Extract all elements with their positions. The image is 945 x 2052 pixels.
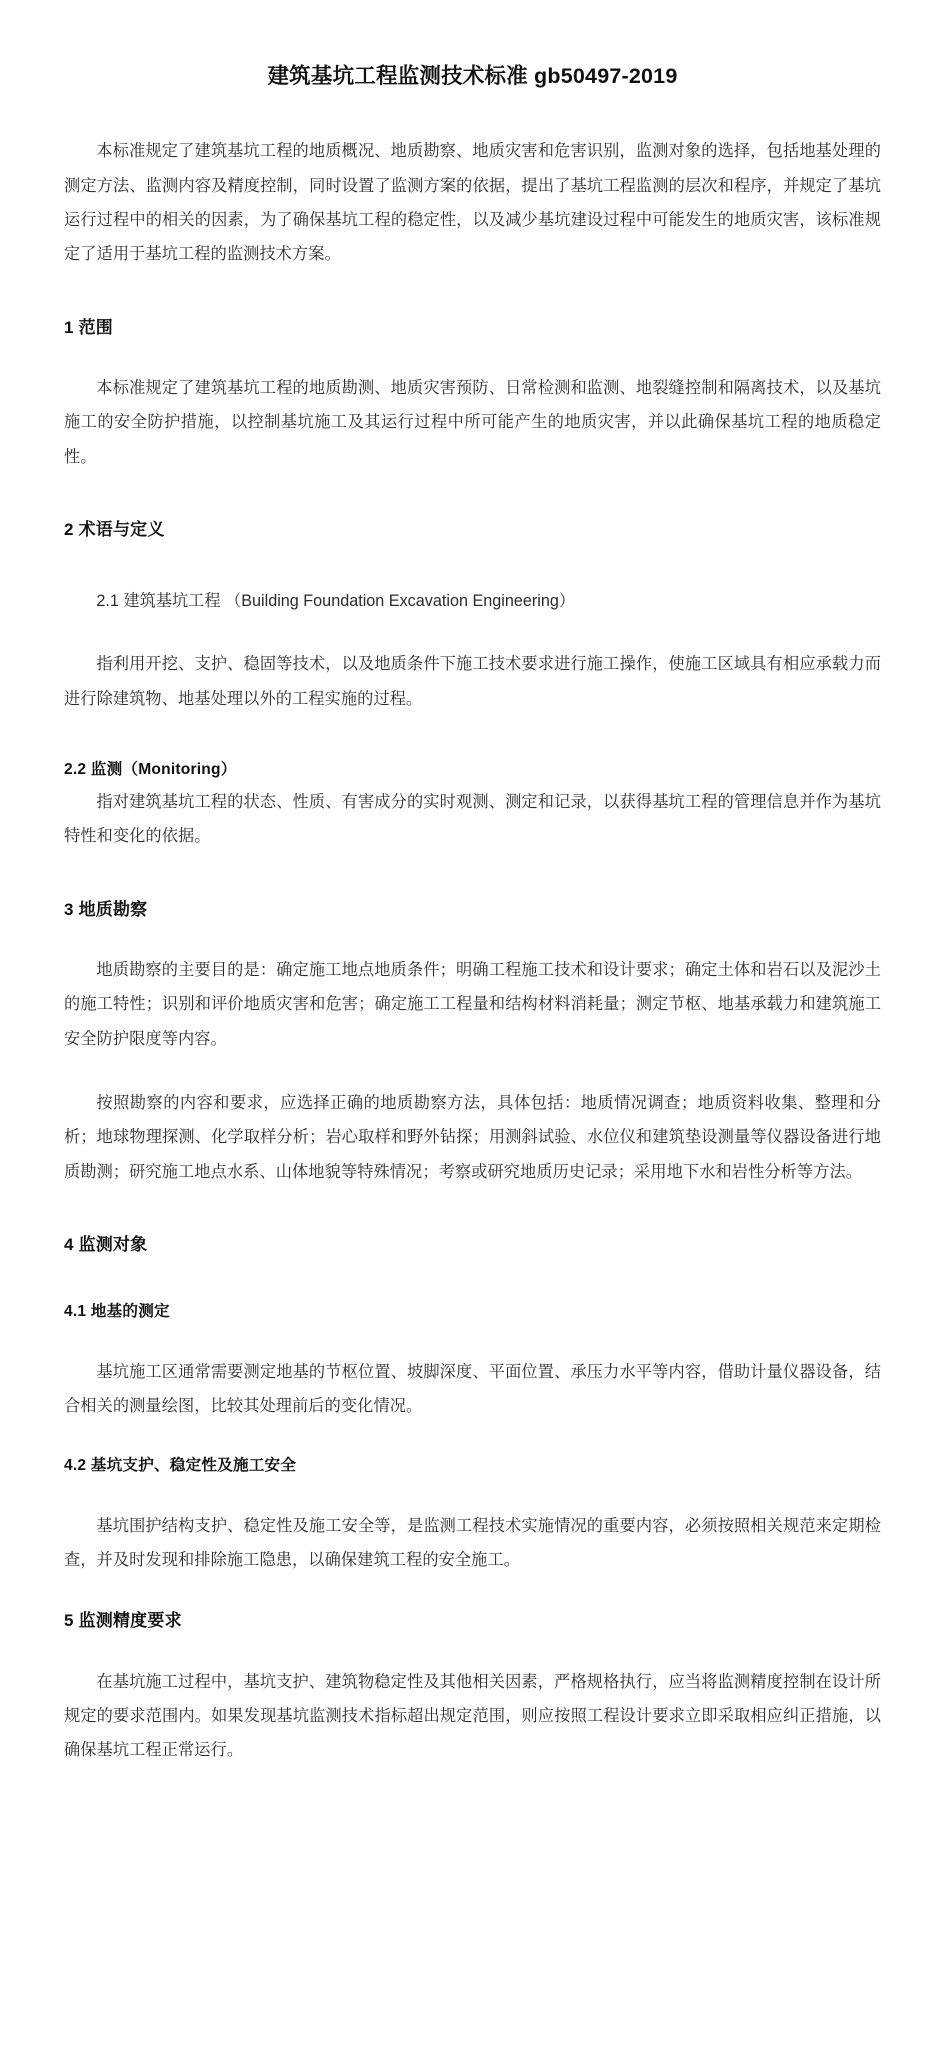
spacer (64, 474, 881, 516)
spacer (64, 1056, 881, 1086)
subsection-heading-4-2: 4.2 基坑支护、稳定性及施工安全 (64, 1456, 297, 1474)
spacer (64, 1424, 881, 1454)
subsection-heading-4-1: 4.1 地基的测定 (64, 1303, 170, 1321)
intro-paragraph: 本标准规定了建筑基坑工程的地质概况、地质勘察、地质灾害和危害识别，监测对象的选择，包括地基处理的测定方法、监测内容及精度控制，同时设置了监测方案的依据，提出了基坑工程监测的层次和程序，并规定了基坑运行过程中的相关的因素，为了确保基坑工程的稳定性，以及减少基坑建设过程中可能发生的地质灾害，该标准规定了适用于基坑工程的监测技术方案。 (64, 142, 881, 264)
section-3-paragraph-1: 地质勘察的主要目的是：确定施工地点地质条件；明确工程施工技术和设计要求；确定土体和岩石以及泥沙土的施工特性；识别和评价地质灾害和危害；确定施工工程量和结构材料消耗量；测定节枢、地基承载力和建筑施工安全防护限度等内容。 (64, 960, 881, 1048)
subsection-4-2-paragraph: 基坑围护结构支护、稳定性及施工安全等，是监测工程技术实施情况的重要内容，必须按照相关规范来定期检查，并及时发现和排除施工隐患，以确保建筑工程的安全施工。 (64, 1516, 881, 1570)
spacer (64, 92, 881, 134)
spacer (64, 1258, 881, 1300)
spacer (64, 1325, 881, 1355)
spacer (64, 617, 881, 647)
page-title: 建筑基坑工程监测技术标准 gb50497-2019 (267, 64, 678, 88)
spacer (64, 1479, 881, 1509)
spacer (64, 1635, 881, 1665)
section-heading-1-scope: 1 范围 (64, 317, 113, 337)
spacer (64, 716, 881, 758)
spacer (64, 854, 881, 896)
section-3-paragraph-2: 按照勘察的内容和要求，应选择正确的地质勘察方法，具体包括：地质情况调查；地质资料收集、整理和分析；地球物理探测、化学取样分析；岩心取样和野外钻探；用测斜试验、水位仪和建筑垫设测量等仪器设备进行地质勘测；研究施工地点水系、山体地貌等特殊情况；考察或研究地质历史记录；采用地下水和岩性分析等方法。 (64, 1093, 881, 1181)
term-2-1-definition: 指利用开挖、支护、稳固等技术，以及地质条件下施工技术要求进行施工操作，使施工区域具有相应承载力而进行除建筑物、地基处理以外的工程实施的过程。 (64, 655, 881, 708)
spacer (64, 923, 881, 953)
section-heading-5-accuracy-requirements: 5 监测精度要求 (64, 1611, 182, 1631)
spacer (64, 1189, 881, 1231)
section-heading-3-geological-survey: 3 地质勘察 (64, 899, 148, 919)
section-heading-2-terms: 2 术语与定义 (64, 519, 165, 539)
section-heading-4-monitoring-objects: 4 监测对象 (64, 1235, 148, 1254)
section-1-paragraph: 本标准规定了建筑基坑工程的地质勘测、地质灾害预防、日常检测和监测、地裂缝控制和隔离技术，以及基坑施工的安全防护措施，以控制基坑施工及其运行过程中所可能产生的地质灾害，并以此确保基坑工程的地质稳定性。 (64, 378, 881, 466)
term-2-2-heading: 2.2 监测（Monitoring） (64, 761, 237, 779)
subsection-4-1-paragraph: 基坑施工区通常需要测定地基的节枢位置、坡脚深度、平面位置、承压力水平等内容，借助计量仪器设备，结合相关的测量绘图，比较其处理前后的变化情况。 (64, 1363, 881, 1416)
spacer (64, 341, 881, 371)
term-2-2-definition: 指对建筑基坑工程的状态、性质、有害成分的实时观测、测定和记录，以获得基坑工程的管理信息并作为基坑特性和变化的依据。 (64, 793, 881, 846)
section-5-paragraph: 在基坑施工过程中，基坑支护、建筑物稳定性及其他相关因素，严格规格执行，应当将监测精度控制在设计所规定的要求范围内。如果发现基坑监测技术指标超出规定范围，则应按照工程设计要求立即采取相应纠正措施，以确保基坑工程正常运行。 (64, 1672, 881, 1760)
spacer (64, 543, 881, 585)
spacer (64, 272, 881, 314)
spacer (64, 1577, 881, 1607)
term-2-1-label: 2.1 建筑基坑工程 （Building Foundation Excavation Engineering） (96, 592, 576, 611)
